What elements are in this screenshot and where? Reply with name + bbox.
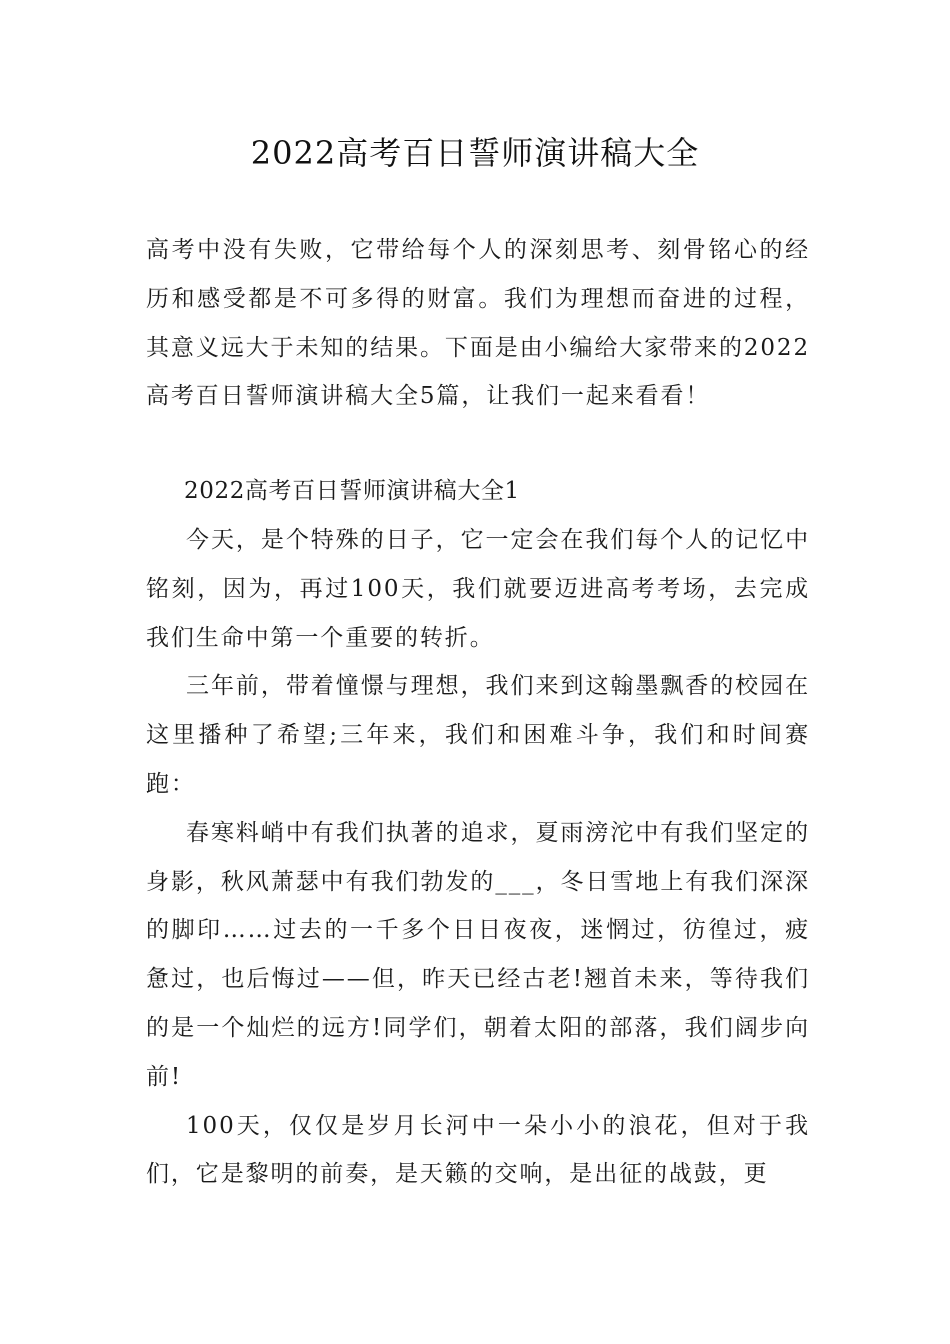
document-title: 2022高考百日誓师演讲稿大全 bbox=[250, 134, 700, 172]
document-body bbox=[146, 226, 810, 1199]
paragraph-gap bbox=[146, 421, 810, 467]
body-paragraph-1: 今天，是个特殊的日子，它一定会在我们每个人的记忆中铭刻，因为，再过100天，我们就要迈进高考考场，去完成我们生命中第一个重要的转折。 bbox=[146, 526, 810, 651]
body-paragraph-2: 三年前，带着憧憬与理想，我们来到这翰墨飘香的校园在这里播种了希望;三年来，我们和困难斗争，我们和时间赛跑： bbox=[146, 673, 810, 797]
intro-paragraph: 高考中没有失败，它带给每个人的深刻思考、刻骨铭心的经历和感受都是不可多得的财富。我们为理想而奋进的过程，其意义远大于未知的结果。下面是由小编给大家带来的2022高考百日誓师演讲稿大全5篇，让我们一起来看看！ bbox=[146, 237, 810, 410]
body-paragraph-3: 春寒料峭中有我们执著的追求，夏雨滂沱中有我们坚定的身影，秋风萧瑟中有我们勃发的___，冬日雪地上有我们深深的脚印……过去的一千多个日日夜夜，迷惘过，彷徨过，疲惫过，也后悔过——但，昨天已经古老!翘首未来，等待我们的是一个灿烂的远方!同学们，朝着太阳的部落，我们阔步向前! bbox=[146, 819, 810, 1090]
body-paragraph-4: 100天，仅仅是岁月长河中一朵小小的浪花，但对于我们，它是黎明的前奏，是天籁的交响，是出征的战鼓，更 bbox=[146, 1112, 810, 1188]
section-heading: 2022高考百日誓师演讲稿大全1 bbox=[184, 478, 520, 505]
